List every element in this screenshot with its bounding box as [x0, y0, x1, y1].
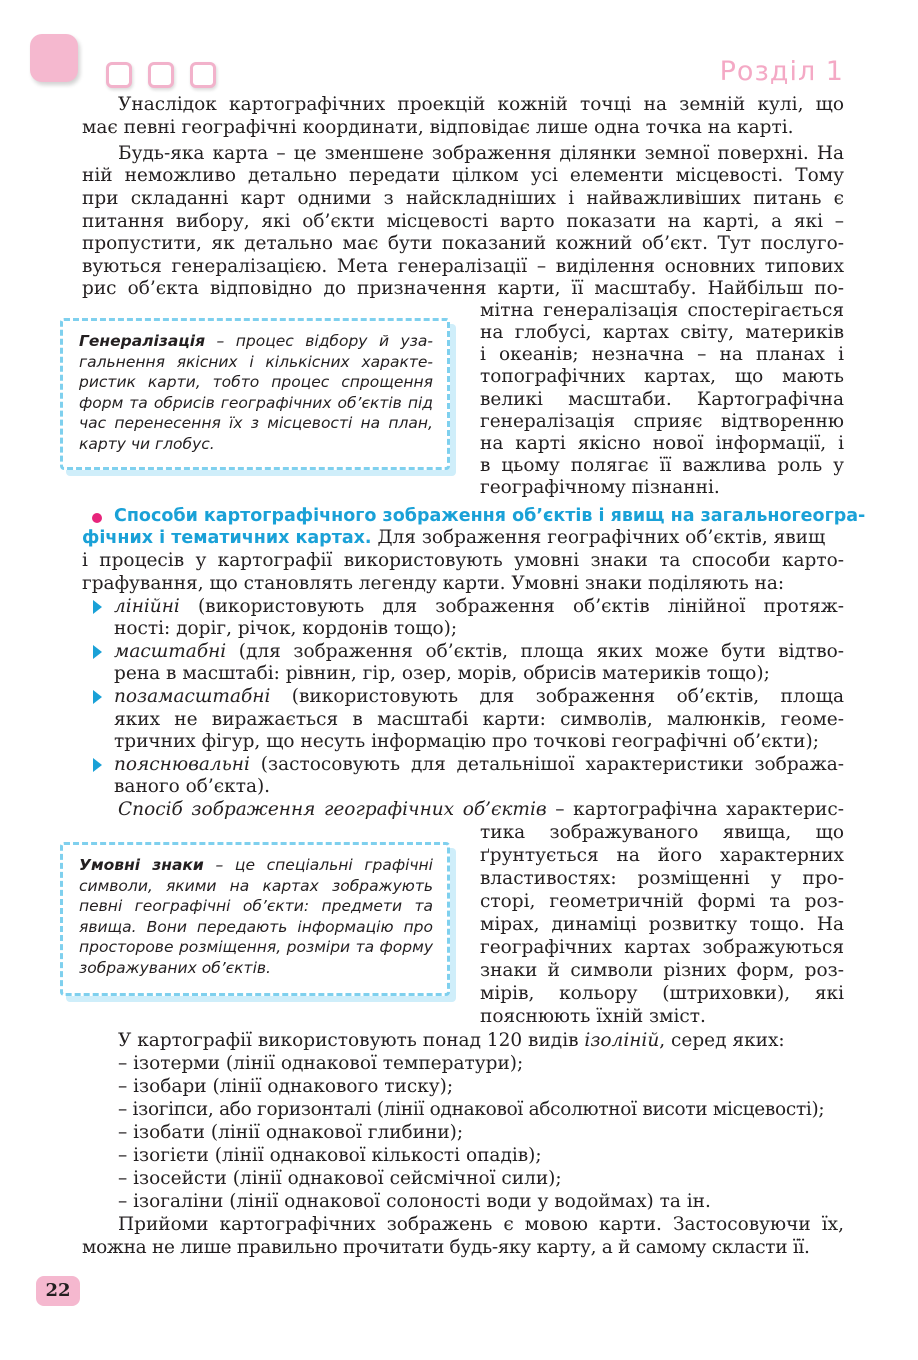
text-line: на глобусі, картах світу, материків	[480, 322, 844, 343]
list-item: – ізосейсти (лінії однакової сейсмічної сили);	[118, 1168, 562, 1189]
header-decoration-box	[106, 62, 132, 88]
text-line: географічних картах зображуються	[480, 937, 844, 958]
text-line: рис об’єкта відповідно до призначення карти, її масштабу. Найбільш по-	[82, 278, 844, 299]
heading-bullet-icon	[92, 513, 102, 523]
section-title: Розділ 1	[719, 56, 844, 87]
text-line: ваного об’єкта).	[114, 776, 271, 797]
text-line	[82, 527, 825, 549]
list-term: лінійні	[114, 596, 180, 617]
text-line: тика зображуваного явища, що	[480, 822, 844, 843]
section-heading-cont: фічних і тематичних картах.	[82, 528, 372, 548]
arrow-bullet-icon	[93, 690, 102, 704]
text-line: Унаслідок картографічних проекцій кожній точці на земній кулі, що	[118, 94, 844, 115]
text-line	[118, 1030, 785, 1052]
list-text: (використовують для зображення об’єктів лінійної протяж-	[179, 596, 844, 617]
text-line: властивостях: розміщенні у про-	[480, 868, 844, 889]
list-item: – ізогіпси, або горизонталі (лінії однакової абсолютної висоти місцевості);	[118, 1099, 825, 1120]
list-term: пояснювальні	[114, 754, 250, 775]
text-line: рена в масштабі: рівнин, гір, озер, морів, обрисів материків тощо);	[114, 663, 770, 684]
definition-body: – процес відбору й узагальнення якісних і кількісних характеристик карти, тобто процес спрощення форм та обрисів географічних об’єктів під час перенесення їх з місцевості на план, карту чи глобус.	[79, 332, 433, 453]
text-fragment: , серед яких:	[659, 1030, 785, 1051]
text-line: Будь-яка карта – це зменшене зображення ділянки земної поверхні. На	[118, 143, 844, 164]
list-term: позамасштабні	[114, 686, 271, 707]
italic-term: Спосіб зображення географічних об’єктів	[118, 799, 547, 820]
text-line: має певні географічні координати, відповідає лише одна точка на карті.	[82, 117, 794, 138]
header-decoration-box	[148, 62, 174, 88]
list-item: – ізотерми (лінії однакової температури);	[118, 1053, 524, 1074]
list-item: – ізогієти (лінії однакової кількості опадів);	[118, 1145, 542, 1166]
text-line: і океанів; незначна – на планах і	[480, 344, 844, 365]
text-fragment: У картографії використовують понад 120 видів	[118, 1030, 585, 1051]
arrow-bullet-icon	[93, 758, 102, 772]
text-line: мірів, кольору (штриховки), які	[480, 983, 844, 1004]
text-line: мірах, динаміці розвитку тощо. На	[480, 914, 844, 935]
text-line: тричних фігур, що несуть інформацію про точкові географічні об’єкти);	[114, 731, 819, 752]
text-line: на карті якісно нової інформації, і	[480, 433, 844, 454]
list-item	[114, 641, 844, 663]
text-line: ґрунтується на його характерних	[480, 845, 844, 866]
text-line: вуються генералізацією. Мета генералізації – виділення основних типових	[82, 256, 844, 277]
text-line: знаки й символи різних форм, роз-	[480, 960, 844, 981]
text-line: топографічних картах, що мають	[480, 366, 844, 387]
text-line: великі масштаби. Картографічна	[480, 389, 844, 410]
text-line: яких не виражається в масштабі карти: символів, малюнків, геоме-	[114, 709, 844, 730]
text-fragment: – картографічна характерис-	[546, 799, 844, 820]
definition-box-conventional-signs	[60, 842, 450, 996]
list-text: (використовують для зображення об’єктів, площа	[270, 686, 844, 707]
definition-term: Умовні знаки	[79, 856, 204, 874]
arrow-bullet-icon	[93, 645, 102, 659]
list-item	[114, 754, 844, 776]
text-line: ності: доріг, річок, кордонів тощо);	[114, 618, 458, 639]
list-item: – ізобари (лінії однакового тиску);	[118, 1076, 454, 1097]
text-line: питання вибору, які об’єкти місцевості варто показати на карті, а які –	[82, 211, 844, 232]
text-line: ній неможливо детально передати цілком усі елементи місцевості. Тому	[82, 165, 844, 186]
header-decoration-box	[190, 62, 216, 88]
list-item: – ізогаліни (лінії однакової солоності води у водоймах) та ін.	[118, 1191, 711, 1212]
text-fragment: Для зображення географічних об’єктів, явищ	[371, 527, 826, 548]
arrow-bullet-icon	[93, 600, 102, 614]
text-line	[118, 799, 844, 821]
text-line: сторі, геометричній формі та роз-	[480, 891, 844, 912]
text-line: можна не лише правильно прочитати будь-яку карту, а й самому скласти її.	[82, 1237, 810, 1258]
text-line: географічному пізнанні.	[480, 477, 720, 498]
definition-body: – це спеціальні графічні символи, якими на картах зображують певні географічні об’єкти: предмети та явища. Вони передають інформацію про просторове розміщення, розміри та форму зображуваних об’єктів.	[79, 856, 433, 977]
definition-text	[79, 331, 433, 454]
header-decoration-square	[30, 34, 78, 82]
text-line: мітна генералізація спостерігається	[480, 300, 844, 321]
text-line: і процесів у картографії використовують умовні знаки та способи карто-	[82, 550, 844, 571]
text-line: пояснюють їхній зміст.	[480, 1006, 706, 1027]
text-line: при складанні карт одними з найскладніших і найважливіших питань є	[82, 188, 844, 209]
list-text: (для зображення об’єктів, площа яких може бути відтво-	[226, 641, 844, 662]
list-item: – ізобати (лінії однакової глибини);	[118, 1122, 464, 1143]
definition-term: Генералізація	[79, 332, 206, 350]
definition-box-generalization	[60, 318, 450, 470]
page-number: 22	[36, 1276, 80, 1306]
definition-text	[79, 855, 433, 978]
section-heading: Способи картографічного зображення об’єктів і явищ на загальногеогра-	[114, 506, 866, 526]
list-text: (застосовують для детальнішої характеристики зобража-	[249, 754, 844, 775]
text-line: генералізація сприяє відтворенню	[480, 411, 844, 432]
text-line: пропустити, як детально має бути показаний кожний об’єкт. Тут послуго-	[82, 233, 844, 254]
text-line: Прийоми картографічних зображень є мовою карти. Застосовуючи їх,	[118, 1214, 844, 1235]
italic-term: ізоліній	[584, 1030, 660, 1051]
text-line: графування, що становлять легенду карти. Умовні знаки поділяють на:	[82, 573, 785, 594]
list-term: масштабні	[114, 641, 227, 662]
list-item	[114, 686, 844, 708]
list-item	[114, 596, 844, 618]
text-line: в цьому полягає її важлива роль у	[480, 455, 844, 476]
